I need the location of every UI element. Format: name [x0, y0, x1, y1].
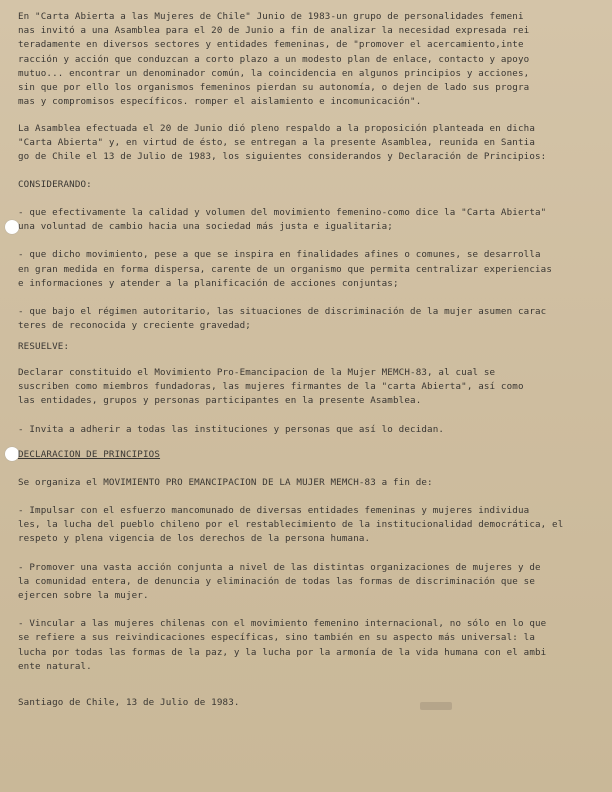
- list-item: [18, 366, 590, 409]
- text-line: La Asamblea efectuada el 20 de Junio dió pleno respaldo a la proposición planteada en dicha: [18, 123, 536, 134]
- intro-paragraph: [18, 10, 590, 109]
- list-item: [18, 423, 590, 437]
- considerando-heading: CONSIDERANDO:: [18, 179, 92, 190]
- text-line: - Promover una vasta acción conjunta a nivel de las distintas organizaciones de mujeres y de: [18, 561, 541, 573]
- list-item: [18, 248, 590, 291]
- text-line: En "Carta Abierta a las Mujeres de Chile" Junio de 1983-un grupo de personalidades femeni: [18, 11, 524, 22]
- faint-stamp-mark: [420, 702, 452, 710]
- text-line: respeto y plena vigencia de los derechos de la persona humana.: [18, 533, 371, 545]
- punch-hole: [5, 447, 19, 461]
- text-line: go de Chile el 13 de Julio de 1983, los siguientes considerandos y Declaración de Principios:: [18, 151, 547, 163]
- text-line: mutuo... encontrar un denominador común, la coincidencia en algunos principios y acciones,: [18, 67, 530, 79]
- text-line: - Invita a adherir a todas las instituciones y personas que así lo decidan.: [18, 423, 445, 435]
- resuelve-list: [18, 366, 590, 451]
- punch-hole: [5, 220, 19, 234]
- text-line: Declarar constituido el Movimiento Pro-Emancipacion de la Mujer MEMCH-83, al cual se: [18, 367, 496, 378]
- text-line: suscriben como miembros fundadoras, las mujeres firmantes de la "carta Abierta", así como: [18, 381, 524, 393]
- text-line: las entidades, grupos y personas participantes en la presente Asamblea.: [18, 395, 422, 407]
- declaracion-intro: Se organiza el MOVIMIENTO PRO EMANCIPACION DE LA MUJER MEMCH-83 a fin de:: [18, 477, 433, 488]
- text-line: les, la lucha del pueblo chileno por el restablecimiento de la institucionalidad democrática, el: [18, 519, 564, 531]
- text-line: - Impulsar con el esfuerzo mancomunado de diversas entidades femeninas y mujeres individua: [18, 505, 530, 516]
- text-line: e informaciones y atender a la planificación de acciones conjuntas;: [18, 277, 399, 289]
- text-line: la comunidad entera, de denuncia y eliminación de todas las formas de discriminación que se: [18, 575, 536, 587]
- text-line: - que efectivamente la calidad y volumen del movimiento femenino-como dice la "Carta Abierta": [18, 207, 547, 218]
- text-line: mas y compromisos específicos. romper el aislamiento e incomunicación".: [18, 96, 422, 108]
- text-line: nas invitó a una Asamblea para el 20 de Junio a fin de analizar la necesidad expresada rei: [18, 25, 530, 37]
- text-line: se refiere a sus reivindicaciones específicas, sino también en su aspecto más universal: la: [18, 632, 536, 644]
- text-line: - Vincular a las mujeres chilenas con el movimiento femenino internacional, no sólo en lo que: [18, 618, 547, 630]
- text-line: teres de reconocida y creciente gravedad;: [18, 320, 251, 332]
- text-line: lucha por todas las formas de la paz, y la lucha por la armonía de la vida humana con el ambi: [18, 646, 547, 658]
- text-line: sin que por ello los organismos femeninos pierdan su autonomía, o dejen de lado sus progra: [18, 82, 530, 94]
- list-item: [18, 561, 590, 604]
- text-line: - que bajo el régimen autoritario, las situaciones de discriminación de la mujer asumen carac: [18, 306, 547, 318]
- assembly-paragraph: [18, 122, 590, 165]
- text-line: una voluntad de cambio hacia una sociedad más justa e igualitaria;: [18, 221, 393, 233]
- text-line: ejercen sobre la mujer.: [18, 590, 149, 602]
- list-item: [18, 305, 590, 333]
- text-line: - que dicho movimiento, pese a que se inspira en finalidades afines o comunes, se desarrolla: [18, 249, 541, 261]
- text-line: "Carta Abierta" y, en virtud de ésto, se entregan a la presente Asamblea, reunida en Santia: [18, 137, 536, 149]
- text-line: en gran medida en forma dispersa, carente de un organismo que permita centralizar experiencias: [18, 263, 553, 275]
- resuelve-heading: RESUELVE:: [18, 341, 70, 352]
- principios-list: [18, 504, 590, 688]
- text-line: racción y acción que conduzcan a corto plazo a un modesto plan de enlace, contacto y apoyo: [18, 53, 530, 65]
- declaracion-heading: DECLARACION DE PRINCIPIOS: [18, 449, 161, 460]
- list-item: [18, 617, 590, 674]
- text-line: teradamente en diversos sectores y entidades femeninas, de "promover el acercamiento,inte: [18, 39, 524, 51]
- considerandos-list: [18, 206, 590, 347]
- signature-line: Santiago de Chile, 13 de Julio de 1983.: [18, 697, 240, 708]
- text-line: ente natural.: [18, 660, 92, 672]
- list-item: [18, 206, 590, 234]
- list-item: [18, 504, 590, 547]
